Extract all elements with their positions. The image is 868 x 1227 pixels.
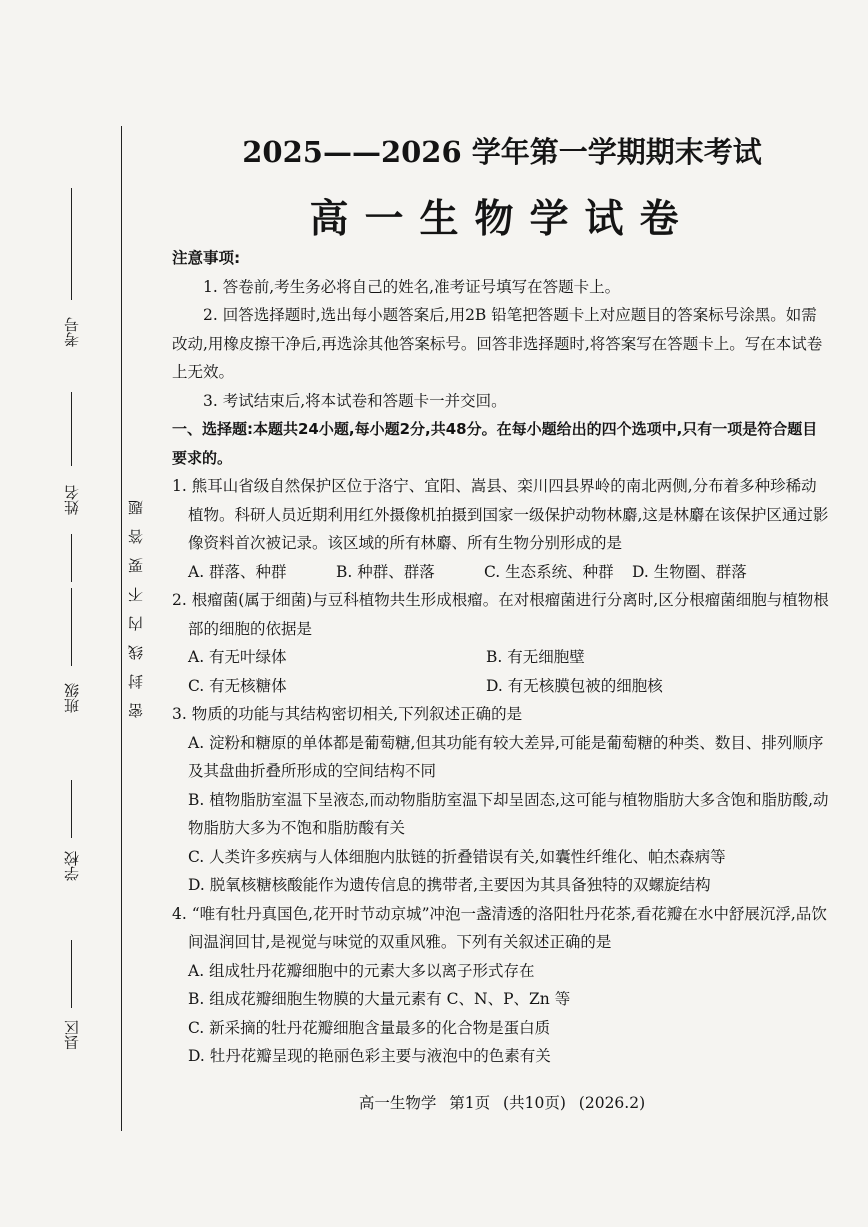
- question-3-option-b: B. 植物脂肪室温下呈液态,而动物脂肪室温下却呈固态,这可能与植物脂肪大多含饱和脂肪酸,动物脂肪大多为不饱和脂肪酸有关: [188, 790, 829, 837]
- page-footer: 高一生物学 第1页 (共10页) (2026.2): [358, 1094, 646, 1112]
- question-1-option-c: C. 生态系统、种群: [484, 562, 614, 581]
- question-2-stem: 2. 根瘤菌(属于细菌)与豆科植物共生形成根瘤。在对根瘤菌进行分离时,区分根瘤菌细胞与植物根部的细胞的依据是: [172, 591, 829, 638]
- class-label: 班级: [63, 683, 81, 713]
- exam-number-label: 考号: [63, 317, 81, 347]
- question-2-options-row-2: [172, 672, 832, 701]
- question-4-option-b: B. 组成花瓣细胞生物膜的大量元素有 C、N、P、Zn 等: [188, 990, 571, 1008]
- question-3-option-a: A. 淀粉和糖原的单体都是葡萄糖,但其功能有较大差异,可能是葡萄糖的种类、数目、排列顺序及其盘曲折叠所形成的空间结构不同: [188, 733, 824, 780]
- question-1-option-b: B. 种群、群落: [336, 562, 435, 581]
- name-label: 姓名: [63, 485, 81, 515]
- seal-warning-text: 密封线内不要答题: [127, 486, 145, 718]
- district-blank: [71, 940, 72, 1008]
- question-1-option-d: D. 生物圈、群落: [632, 562, 747, 581]
- name-field: [52, 392, 92, 582]
- question-1-option-a: A. 群落、种群: [188, 562, 287, 581]
- district-label: 县区: [63, 1020, 81, 1050]
- question-2-option-a: A. 有无叶绿体: [188, 648, 287, 666]
- question-3-option-d: D. 脱氧核糖核酸能作为遗传信息的携带者,主要因为其具备独特的双螺旋结构: [188, 876, 711, 894]
- question-4-option-c: C. 新采摘的牡丹花瓣细胞含量最多的化合物是蛋白质: [188, 1018, 551, 1037]
- notice-item-3: 3. 考试结束后,将本试卷和答题卡一并交回。: [203, 391, 507, 410]
- question-2-option-b: B. 有无细胞壁: [486, 648, 585, 666]
- district-field: [52, 940, 92, 1060]
- seal-line: [121, 126, 122, 1131]
- exam-number-field: [52, 188, 92, 378]
- name-blank: [71, 392, 72, 466]
- school-label: 学校: [63, 851, 81, 881]
- notice-item-2: 2. 回答选择题时,选出每小题答案后,用2B 铅笔把答题卡上对应题目的答案标号涂黑。如需改动,用橡皮擦干净后,再选涂其他答案标号。回答非选择题时,将答案写在答题卡上。写在本试卷上无效。: [172, 306, 823, 381]
- school-field: [52, 780, 92, 930]
- school-blank: [71, 780, 72, 838]
- question-4-option-d: D. 牡丹花瓣呈现的艳丽色彩主要与液泡中的色素有关: [188, 1047, 551, 1065]
- class-blank: [71, 588, 72, 666]
- question-2-option-c: C. 有无核糖体: [188, 676, 287, 695]
- exam-number-blank: [71, 188, 72, 300]
- exam-title: 2025——2026 学年第一学期期末考试: [242, 135, 762, 169]
- exam-body: [172, 244, 832, 1071]
- question-4-stem: 4. “唯有牡丹真国色,花开时节动京城”冲泡一盏清透的洛阳牡丹花茶,看花瓣在水中舒展沉浮,品饮间温润回甘,是视觉与味觉的双重风雅。下列有关叙述正确的是: [172, 904, 827, 951]
- question-1-stem: 1. 熊耳山省级自然保护区位于洛宁、宜阳、嵩县、栾川四县界岭的南北两侧,分布着多种珍稀动植物。科研人员近期利用红外摄像机拍摄到国家一级保护动物林麝,这是林麝在该保护区通过影像资料首次被记录。该区域的所有林麝、所有生物分别形成的是: [172, 477, 829, 552]
- class-field: [52, 588, 92, 758]
- question-2-options-row-1: [172, 643, 832, 672]
- notice-item-1: 1. 答卷前,考生务必将自己的姓名,准考证号填写在答题卡上。: [203, 277, 621, 296]
- name-blank-lower: [71, 534, 72, 582]
- question-3-option-c: C. 人类许多疾病与人体细胞内肽链的折叠错误有关,如囊性纤维化、帕杰森病等: [188, 847, 726, 866]
- section-1-heading: 一、选择题:本题共24小题,每小题2分,共48分。在每小题给出的四个选项中,只有一项是符合题目要求的。: [172, 420, 818, 467]
- paper-title: 高一生物学试卷: [309, 196, 695, 242]
- question-3-stem: 3. 物质的功能与其结构密切相关,下列叙述正确的是: [172, 705, 523, 723]
- binding-strip: [0, 0, 150, 1227]
- question-1-options: [172, 558, 832, 587]
- question-4-option-a: A. 组成牡丹花瓣细胞中的元素大多以离子形式存在: [188, 961, 535, 980]
- notice-heading: 注意事项:: [172, 249, 241, 267]
- question-2-option-d: D. 有无核膜包被的细胞核: [486, 676, 663, 695]
